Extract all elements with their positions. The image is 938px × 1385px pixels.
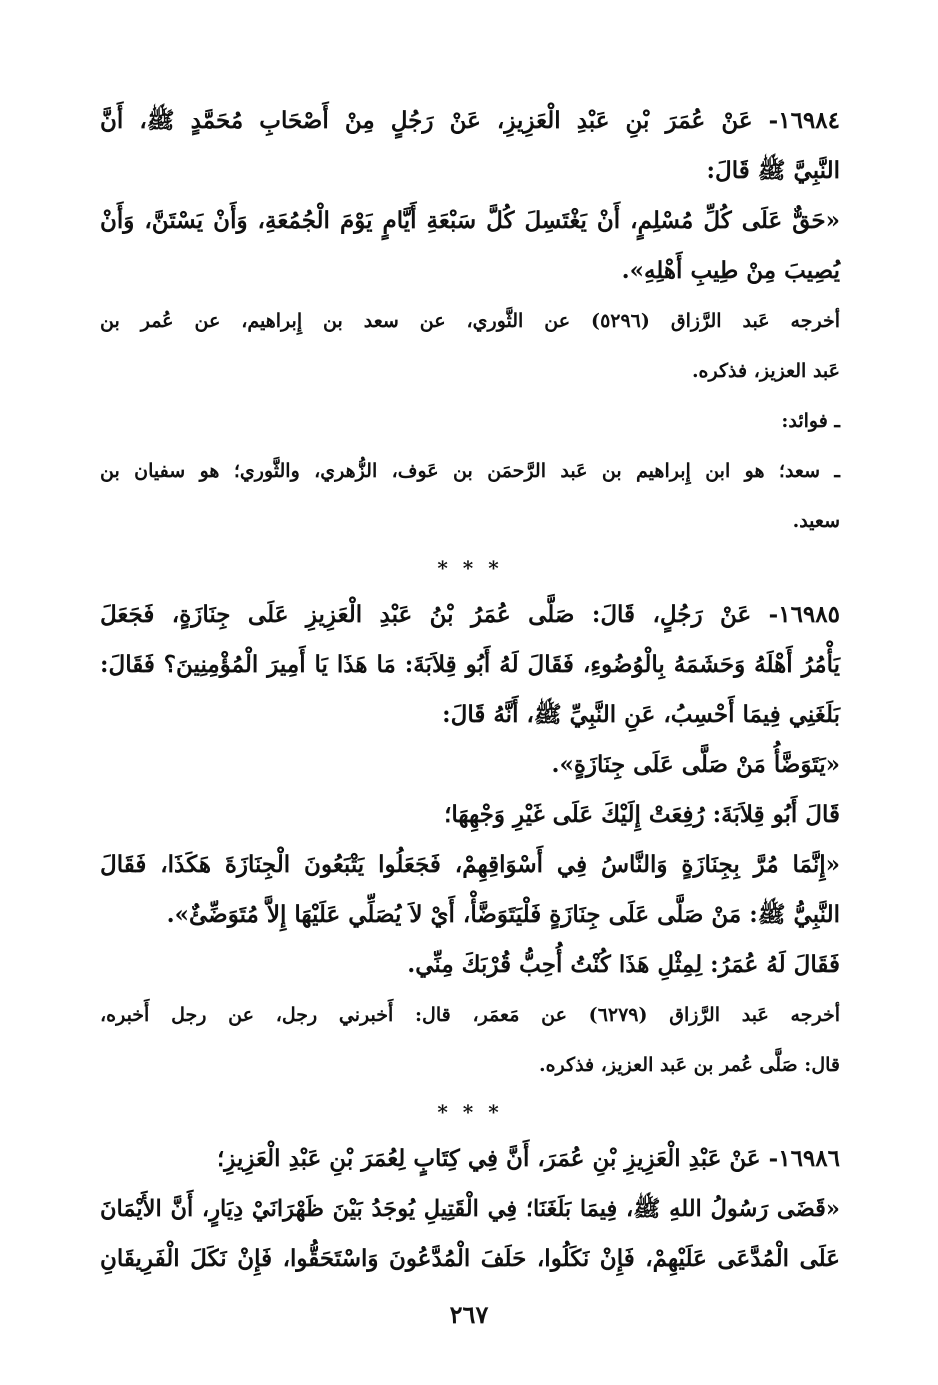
fawaid-line: ـ سعد؛ هو ابن إِبراهيم بن عَبد الرَّحمَن بن عَوف، الزُّهري، والثَّوري؛ هو سفيان بن: [100, 460, 840, 482]
page-number: ٢٦٧: [449, 1300, 489, 1329]
takhrij-line: أخرجه عَبد الرَّزاق (٦٢٧٩) عن مَعمَر، قال: أَخبرني رجل، عن رجل أَخبره،: [100, 1004, 840, 1026]
hadith-line: ١٦٩٨٥- عَنْ رَجُلٍ، قَالَ: صَلَّى عُمَرُ بْنُ عَبْدِ الْعَزِيزِ عَلَى جِنَازَةٍ، فَجَعَلَ: [100, 601, 840, 628]
book-page: [100, 96, 840, 1284]
hadith-line: بَلَغَنِي فِيمَا أَحْسِبُ، عَنِ النَّبِيِّ ﷺ، أَنَّهُ قَالَ:: [442, 701, 840, 728]
takhrij-line: أخرجه عَبد الرَّزاق (٥٢٩٦) عن الثَّوري، عن سعد بن إِبراهيم، عن عُمر بن: [100, 310, 840, 332]
fawaid-line: سعيد.: [792, 510, 840, 532]
takhrij-line: قال: صَلَّى عُمر بن عَبد العزيز، فذكره.: [538, 1054, 840, 1076]
hadith-line: فَقَالَ لَهُ عُمَرُ: لِمِثْلِ هَذَا كُنْتُ أُحِبُّ قُرْبَكَ مِنِّي.: [407, 951, 840, 978]
section-separator: * * *: [437, 556, 503, 580]
hadith-line: النَّبِيَّ ﷺ قَالَ:: [706, 157, 840, 184]
hadith-text-line: «إِنَّمَا مُرَّ بِجِنَازَةٍ وَالنَّاسُ فِي أَسْوَاقِهِمْ، فَجَعَلُوا يَتْبَعُونَ الْجِنَازَةَ هَكَذَا، فَقَالَ: [100, 851, 840, 878]
hadith-text-line: «قَضَى رَسُولُ اللهِ ﷺ، فِيمَا بَلَغَنَا؛ فِي الْقَتِيلِ يُوجَدُ بَيْنَ ظَهْرَانَيْ دِيَارٍ، أَنَّ الأَيْمَانَ: [100, 1196, 840, 1222]
hadith-line: قَالَ أَبُو قِلاَبَةَ: رُفِعَتْ إِلَيْكَ عَلَى غَيْرِ وَجْهِهَا؛: [444, 801, 840, 828]
hadith-text-line: يُصِيبَ مِنْ طِيبِ أَهْلِهِ».: [621, 257, 840, 284]
hadith-16985: [100, 590, 840, 1090]
hadith-text-line: النَّبِيُّ ﷺ: مَنْ صَلَّى عَلَى جِنَازَةٍ فَلْيَتَوَضَّأْ، أَيْ لاَ يُصَلِّي عَلَيْهَا إِلاَّ مُتَوَضِّئٌ».: [166, 901, 840, 928]
hadith-16986: [100, 1134, 840, 1284]
hadith-line: ١٦٩٨٤- عَنْ عُمَرَ بْنِ عَبْدِ الْعَزِيزِ، عَنْ رَجُلٍ مِنْ أَصْحَابِ مُحَمَّدٍ ﷺ، أَنَّ: [100, 107, 840, 134]
hadith-line: ١٦٩٨٦- عَنْ عَبْدِ الْعَزِيزِ بْنِ عُمَرَ، أَنَّ فِي كِتَابٍ لِعُمَرَ بْنِ عَبْدِ الْعَزِيزِ؛: [216, 1145, 840, 1172]
section-separator: * * *: [437, 1100, 503, 1124]
takhrij-line: عَبد العزيز، فذكره.: [691, 360, 840, 382]
hadith-text-line: عَلَى الْمُدَّعَى عَلَيْهِمْ، فَإِنْ نَكَلُوا، حَلَفَ الْمُدَّعُونَ وَاسْتَحَقُّوا، فَإِنْ نَكَلَ الْفَرِيقَانِ: [100, 1245, 840, 1272]
fawaid-heading: ـ فوائد:: [781, 410, 840, 432]
hadith-text-line: «يَتَوَضَّأُ مَنْ صَلَّى عَلَى جِنَازَةٍ».: [551, 751, 840, 778]
hadith-text-line: «حَقٌّ عَلَى كُلِّ مُسْلِمٍ، أَنْ يَغْتَسِلَ كُلَّ سَبْعَةِ أَيَّامٍ يَوْمَ الْجُمُعَةِ، وَأَنْ يَسْتَنَّ، وَأَنْ: [100, 207, 840, 234]
hadith-16984: [100, 96, 840, 546]
hadith-line: يَأْمُرُ أَهْلَهُ وَحَشَمَهُ بِالْوُضُوءِ، فَقَالَ لَهُ أَبُو قِلاَبَةَ: مَا هَذَا يَا أَمِيرَ الْمُؤْمِنِينَ؟ فَقَالَ:: [100, 651, 840, 678]
